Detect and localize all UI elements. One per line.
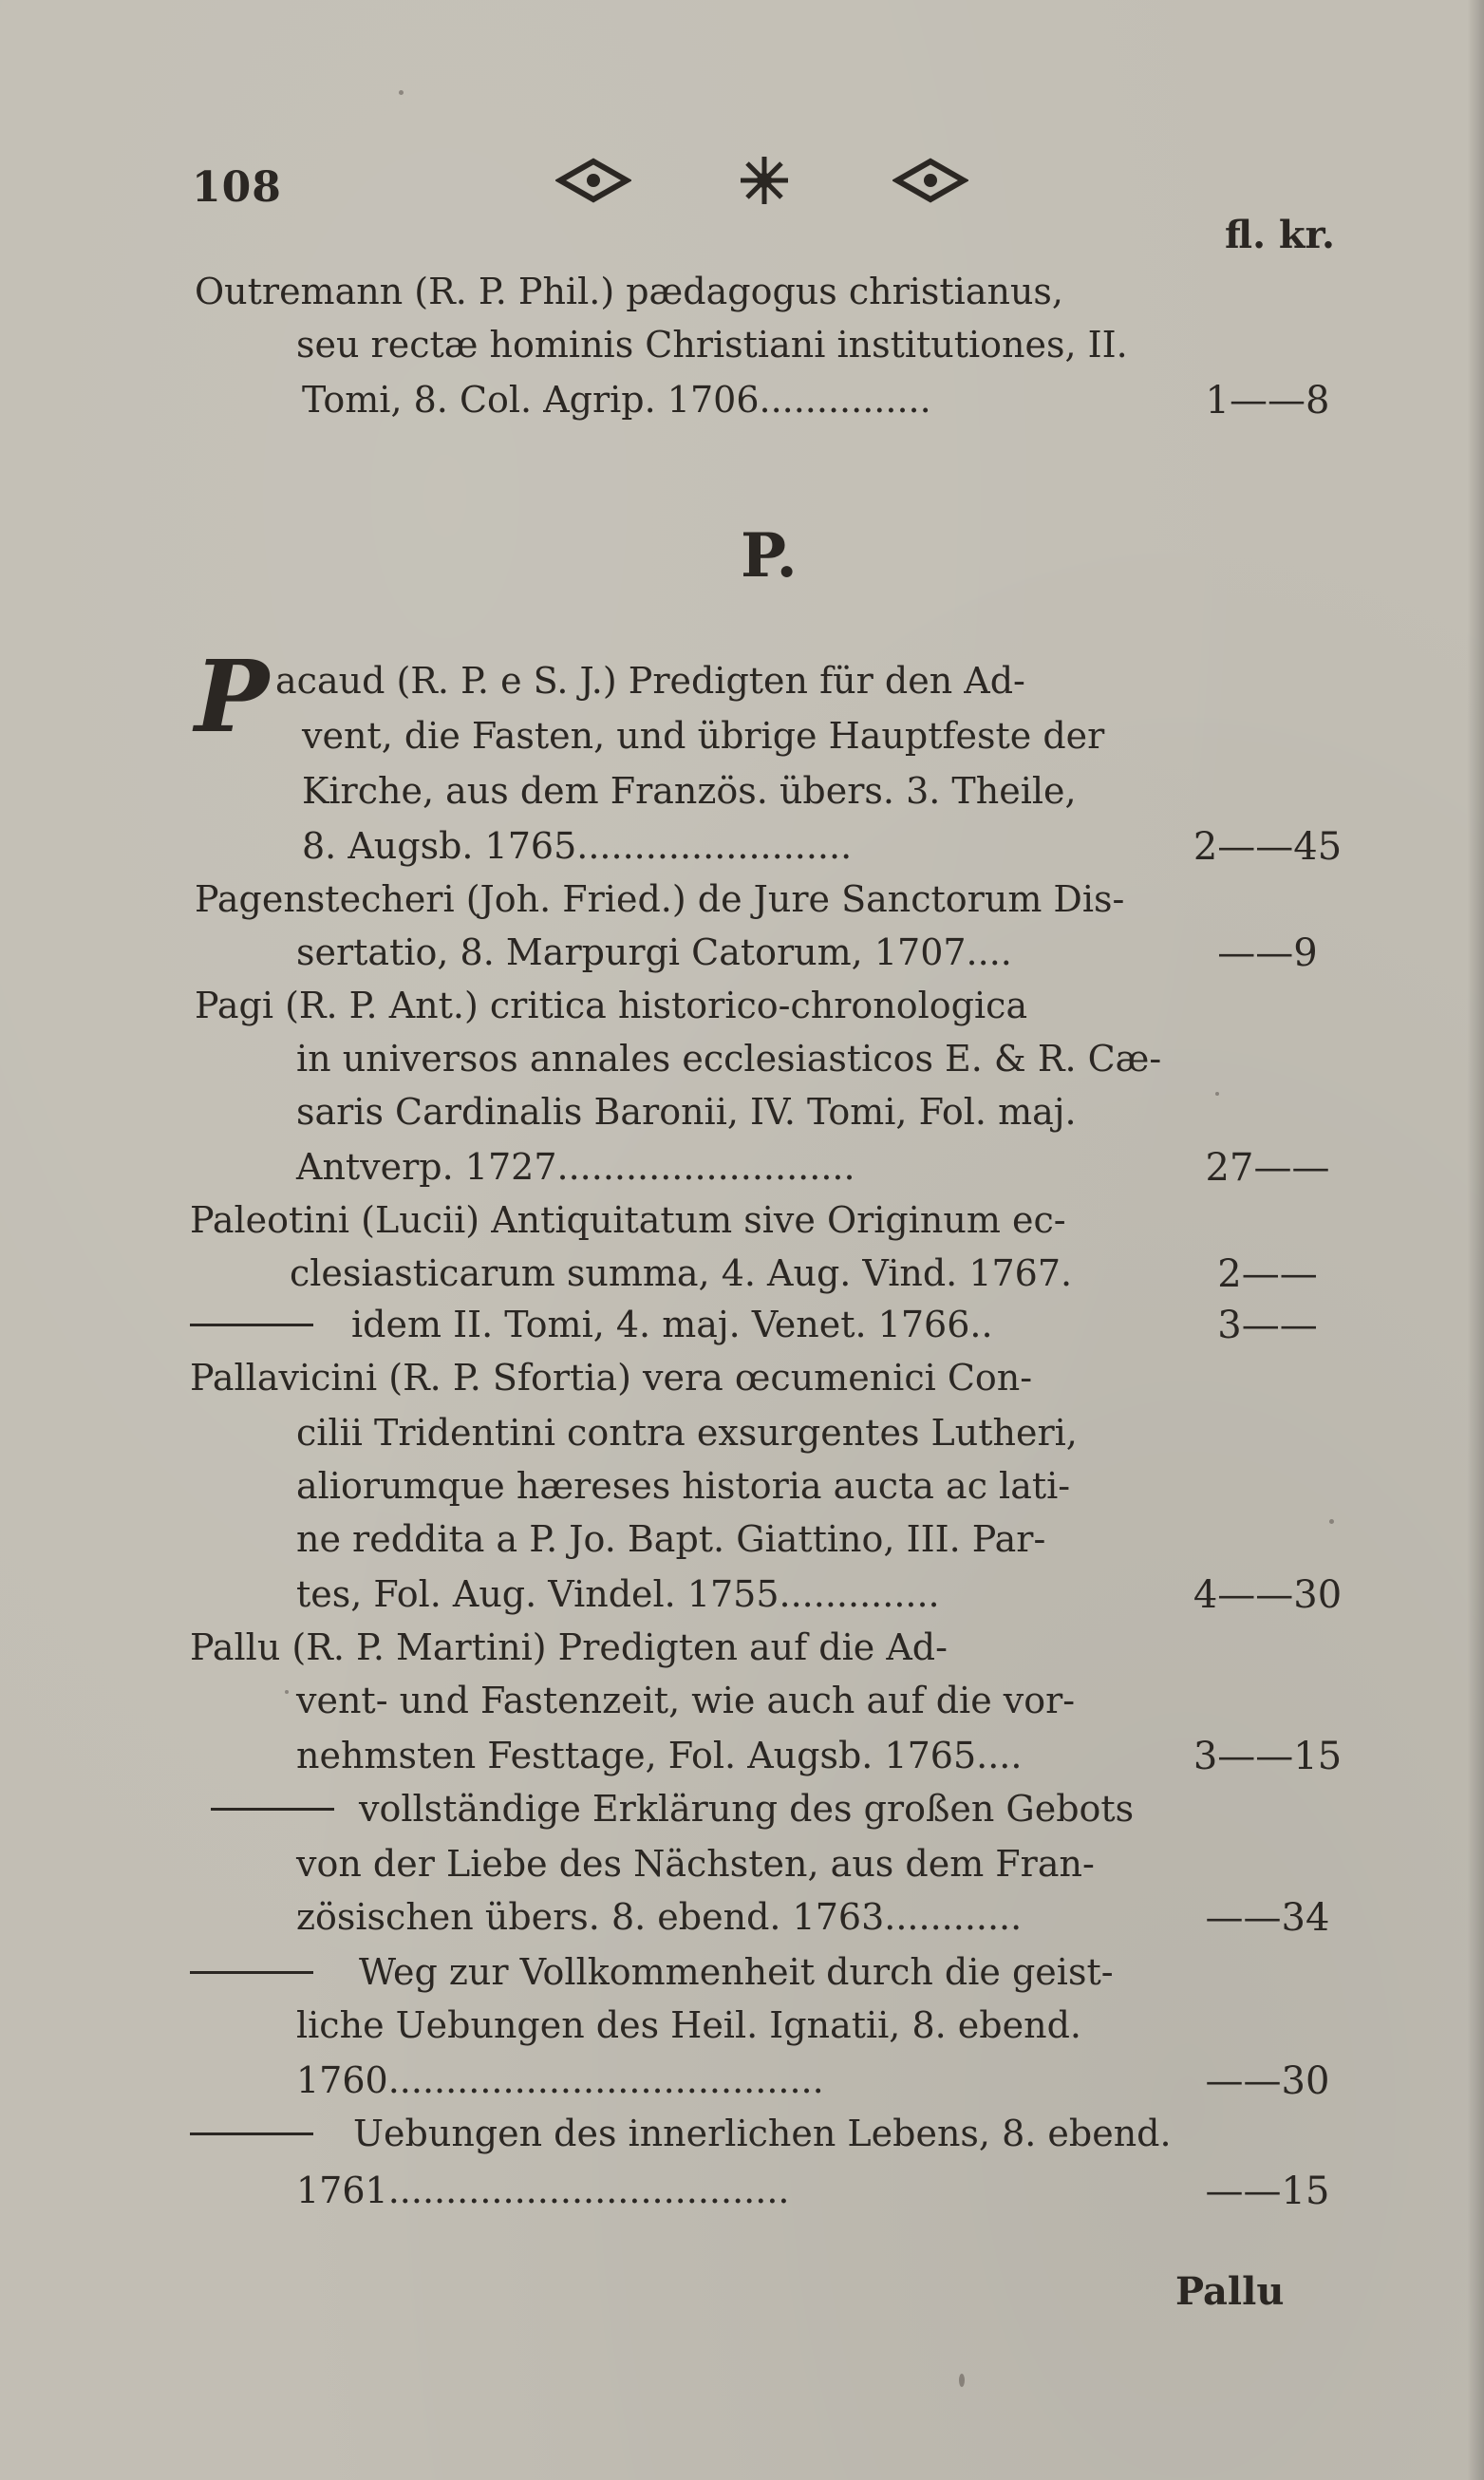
entry-price: 4——30 [1193, 1573, 1343, 1617]
entry-line: aliorumque hæreses historia aucta ac lati- [296, 1465, 1071, 1507]
ornament-left-icon [555, 152, 631, 209]
entry-line: Pallavicini (R. P. Sfortia) vera œcumenici Con- [190, 1357, 1033, 1399]
ornament-center-icon [736, 152, 793, 209]
entry-line: Pagenstecheri (Joh. Fried.) de Jure Sanctorum Dis- [195, 878, 1125, 920]
entry-line: seu rectæ hominis Christiani institutiones, II. [296, 324, 1128, 366]
entry-line: liche Uebungen des Heil. Ignatii, 8. ebend. [296, 2004, 1081, 2046]
paper-speck [959, 2374, 965, 2387]
section-letter: P. [741, 520, 798, 592]
entry-price: 3—— [1217, 1304, 1318, 1347]
paper-speck [1215, 1092, 1219, 1096]
entry-price: ——15 [1205, 2170, 1330, 2213]
entry-line: 8. Augsb. 1765........................ [302, 825, 853, 867]
entry-line: Pallu (R. P. Martini) Predigten auf die Ad- [190, 1626, 948, 1668]
entry-line: in universos annales ecclesiasticos E. & R. Cæ- [296, 1038, 1162, 1080]
entry-line: clesiasticarum summa, 4. Aug. Vind. 1767. [290, 1252, 1073, 1294]
entry-line: saris Cardinalis Baronii, IV. Tomi, Fol. maj. [296, 1091, 1077, 1133]
entry-price: 3——15 [1193, 1735, 1343, 1778]
entry-line: vollständige Erklärung des großen Gebots [359, 1788, 1135, 1830]
page-edge-shadow [1467, 0, 1484, 2480]
column-header-price: fl. kr. [1225, 213, 1335, 257]
entry-price: ——34 [1205, 1896, 1330, 1940]
entry-line: Uebungen des innerlichen Lebens, 8. ebend. [353, 2113, 1172, 2154]
ornament-right-icon [892, 152, 968, 209]
entry-line: Kirche, aus dem Französ. übers. 3. Theile, [302, 770, 1077, 812]
entry-line: Outremann (R. P. Phil.) pædagogus christianus, [195, 271, 1064, 312]
entry-line: 1760...................................... [296, 2059, 824, 2101]
entry-line: acaud (R. P. e S. J.) Predigten für den Ad- [275, 660, 1025, 702]
entry-line: Paleotini (Lucii) Antiquitatum sive Originum ec- [190, 1199, 1066, 1241]
page-number: 108 [192, 163, 282, 212]
entry-line: sertatio, 8. Marpurgi Catorum, 1707.... [296, 931, 1012, 973]
entry-price: ——30 [1205, 2059, 1330, 2103]
entry-line: Tomi, 8. Col. Agrip. 1706............... [302, 379, 931, 421]
entry-line: cilii Tridentini contra exsurgentes Lutheri, [296, 1412, 1078, 1454]
entry-line: Pagi (R. P. Ant.) critica historico-chronologica [195, 985, 1028, 1026]
paper-speck [285, 1690, 289, 1694]
entry-line: 1761................................... [296, 2170, 790, 2211]
drop-cap: P [195, 638, 270, 755]
entry-price: 1——8 [1205, 379, 1330, 423]
ditto-dash [190, 1324, 313, 1326]
paper-speck [1329, 1519, 1334, 1524]
paper-speck [399, 90, 404, 95]
entry-line: nehmsten Festtage, Fol. Augsb. 1765.... [296, 1735, 1023, 1776]
catchword: Pallu [1175, 2269, 1285, 2314]
entry-price: ——9 [1217, 931, 1318, 975]
entry-line: vent, die Fasten, und übrige Hauptfeste der [302, 715, 1105, 757]
entry-line: idem II. Tomi, 4. maj. Venet. 1766.. [351, 1304, 993, 1345]
entry-line: Weg zur Vollkommenheit durch die geist- [359, 1951, 1114, 1993]
entry-line: vent- und Fastenzeit, wie auch auf die vor- [296, 1680, 1076, 1721]
entry-line: zösischen übers. 8. ebend. 1763............ [296, 1896, 1023, 1938]
ditto-dash [211, 1808, 334, 1811]
entry-line: ne reddita a P. Jo. Bapt. Giattino, III. Par- [296, 1518, 1046, 1560]
entry-price: 27—— [1205, 1146, 1330, 1190]
entry-line: tes, Fol. Aug. Vindel. 1755.............. [296, 1573, 940, 1615]
entry-line: Antverp. 1727.......................... [296, 1146, 855, 1188]
ditto-dash [190, 2132, 313, 2135]
entry-price: 2—— [1217, 1252, 1318, 1296]
entry-line: von der Liebe des Nächsten, aus dem Fran- [296, 1843, 1095, 1885]
entry-price: 2——45 [1193, 825, 1343, 869]
ditto-dash [190, 1971, 313, 1974]
